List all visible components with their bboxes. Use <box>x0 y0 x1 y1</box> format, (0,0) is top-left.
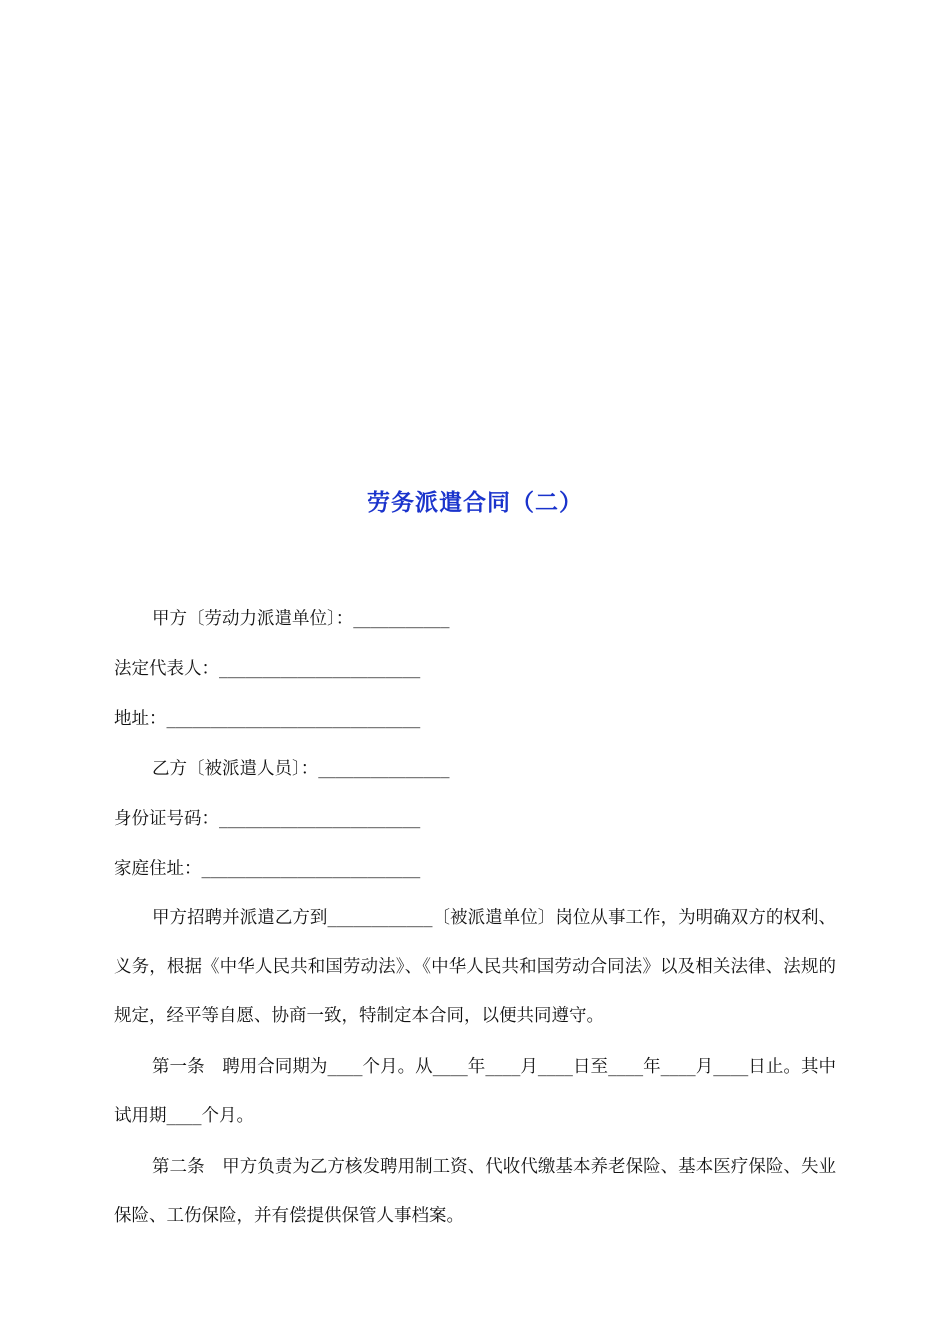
legal-representative-field: 法定代表人：_______________________ <box>114 659 421 679</box>
home-address-field: 家庭住址：_________________________ <box>114 859 421 879</box>
party-a-field: 甲方〔劳动力派遣单位〕：___________ <box>152 609 450 629</box>
article-1-paragraph: 第一条 聘用合同期为____个月。从____年____月____日至____年____月____日止。其中试用期____个月。 <box>114 1057 836 1126</box>
document-title: 劳务派遣合同（二） <box>367 489 583 516</box>
article-2-paragraph: 第二条 甲方负责为乙方核发聘用制工资、代收代缴基本养老保险、基本医疗保险、失业保险、工伤保险，并有偿提供保管人事档案。 <box>114 1157 836 1226</box>
address-field: 地址：_____________________________ <box>114 709 421 729</box>
party-b-field: 乙方〔被派遣人员〕：_______________ <box>152 759 450 779</box>
id-number-field: 身份证号码：_______________________ <box>114 809 421 829</box>
intro-paragraph: 甲方招聘并派遣乙方到____________〔被派遣单位〕岗位从事工作，为明确双方的权利、义务，根据《中华人民共和国劳动法》、《中华人民共和国劳动合同法》以及相关法律、法规的规定，经平等自愿、协商一致，特制定本合同，以便共同遵守。 <box>114 908 836 1026</box>
